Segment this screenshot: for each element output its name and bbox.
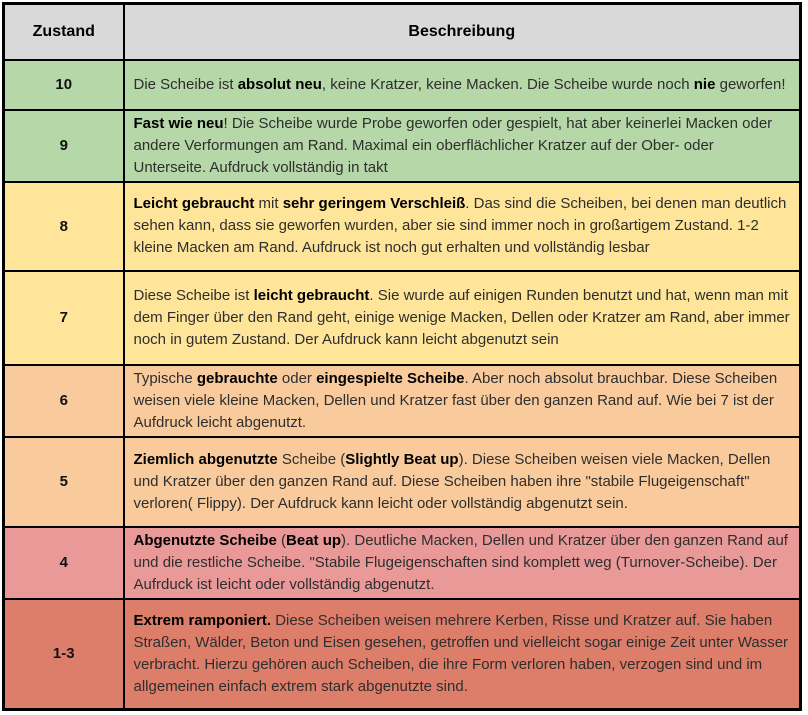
condition-cell: 7	[4, 271, 124, 365]
description-text: ). Deutliche Macken, Dellen und Kratzer über den ganzen Rand auf und die restliche Scheibe. "Stabile Flugeigenschaften sind komplett weg (Turnover-Scheibe). Der Aufrduck ist leicht oder vollständig abgenutzt.	[133, 531, 788, 593]
description-cell	[124, 527, 801, 599]
condition-cell: 4	[4, 527, 124, 599]
table-body	[4, 60, 801, 710]
condition-cell: 5	[4, 437, 124, 527]
description-bold-text: Fast wie neu	[133, 114, 224, 132]
table-row	[4, 527, 801, 599]
table-row	[4, 110, 801, 182]
description-bold-text: Leicht gebraucht	[133, 195, 255, 212]
description-text: , keine Kratzer, keine Macken. Die Scheibe wurde noch	[321, 75, 694, 93]
description-text: ). Diese Scheiben weisen viele Macken, Dellen und Kratzer über den ganzen Rand auf. Diese Scheiben haben ihre "stabile Flugeigenschaft" verloren( Flippy). Der Aufdruck kann leicht oder vollständig abgenutzt sein.	[133, 450, 771, 512]
description-bold-text: Extrem ramponiert.	[133, 611, 272, 629]
description-cell	[124, 599, 801, 710]
condition-cell: 9	[4, 110, 124, 182]
disc-condition-table	[2, 2, 802, 711]
description-cell	[124, 365, 801, 437]
description-bold-text: Beat up	[286, 531, 342, 549]
description-cell	[124, 182, 801, 271]
description-bold-text: leicht gebraucht	[253, 286, 370, 304]
description-text: (	[276, 531, 287, 549]
description-text: . Sie wurde auf einigen Runden benutzt und hat, wenn man mit dem Finger über den Rand geht, einige wenige Macken, Dellen oder Kratzer am Rand, aber immer noch in gutem Zustand. Der Aufdruck kann leicht abgenutzt sein	[133, 286, 790, 348]
condition-cell: 10	[4, 60, 124, 110]
table-row	[4, 437, 801, 527]
description-text: Diese Scheibe ist	[133, 286, 254, 304]
description-bold-text: Slightly Beat up	[345, 450, 459, 468]
table-row	[4, 365, 801, 437]
description-bold-text: Ziemlich abgenutzte	[133, 450, 278, 468]
description-text: Diese Scheiben weisen mehrere Kerben, Risse und Kratzer auf. Sie haben Straßen, Wälder, Beton und Eisen gesehen, getroffen und vielleicht sogar einige Zeit unter Wasser verbracht. Hierzu gehören auch Scheiben, die ihre Form verloren haben, verzogen sind und im allgemeinen einfach extrem stark abgenutzte sind.	[133, 611, 789, 695]
description-text: oder	[277, 369, 317, 387]
table-row	[4, 60, 801, 110]
description-text: Die Scheibe ist	[133, 75, 238, 93]
description-bold-text: gebrauchte	[196, 369, 278, 387]
header-row	[4, 4, 801, 60]
description-bold-text: eingespielte Scheibe	[316, 369, 465, 387]
table-row	[4, 182, 801, 271]
table-row	[4, 599, 801, 710]
header-beschreibung: Beschreibung	[124, 4, 801, 60]
description-cell	[124, 437, 801, 527]
table-row	[4, 271, 801, 365]
description-bold-text: Abgenutzte Scheibe	[133, 531, 277, 549]
description-text: Typische	[133, 369, 197, 387]
description-cell	[124, 271, 801, 365]
description-cell	[124, 110, 801, 182]
description-text: . Das sind die Scheiben, bei denen man deutlich sehen kann, dass sie geworfen wurden, aber sie sind immer noch in großartigem Zustand. 1-2 kleine Macken am Rand. Aufdruck ist noch gut erhalten und vollständig lesbar	[133, 195, 787, 256]
description-cell	[124, 60, 801, 110]
description-text: mit	[254, 195, 283, 212]
description-bold-text: nie	[693, 75, 716, 93]
description-text: geworfen!	[715, 75, 786, 93]
condition-cell: 1-3	[4, 599, 124, 710]
description-bold-text: sehr geringem Verschleiß	[282, 195, 466, 212]
condition-cell: 6	[4, 365, 124, 437]
header-zustand: Zustand	[4, 4, 124, 60]
description-text: ! Die Scheibe wurde Probe geworfen oder gespielt, hat aber keinerlei Macken oder andere Verformungen am Rand. Maximal ein oberflächlicher Kratzer auf der Ober- oder Unterseite. Aufdruck vollständig in takt	[133, 114, 773, 176]
description-text: . Aber noch absolut brauchbar. Diese Scheiben weisen viele kleine Macken, Dellen und Kratzer fast über den ganzen Rand auf. Wie bei 7 ist der Aufdruck leicht abgenutzt.	[133, 369, 778, 431]
description-text: Scheibe (	[277, 450, 346, 468]
description-bold-text: absolut neu	[237, 75, 322, 93]
condition-cell: 8	[4, 182, 124, 271]
